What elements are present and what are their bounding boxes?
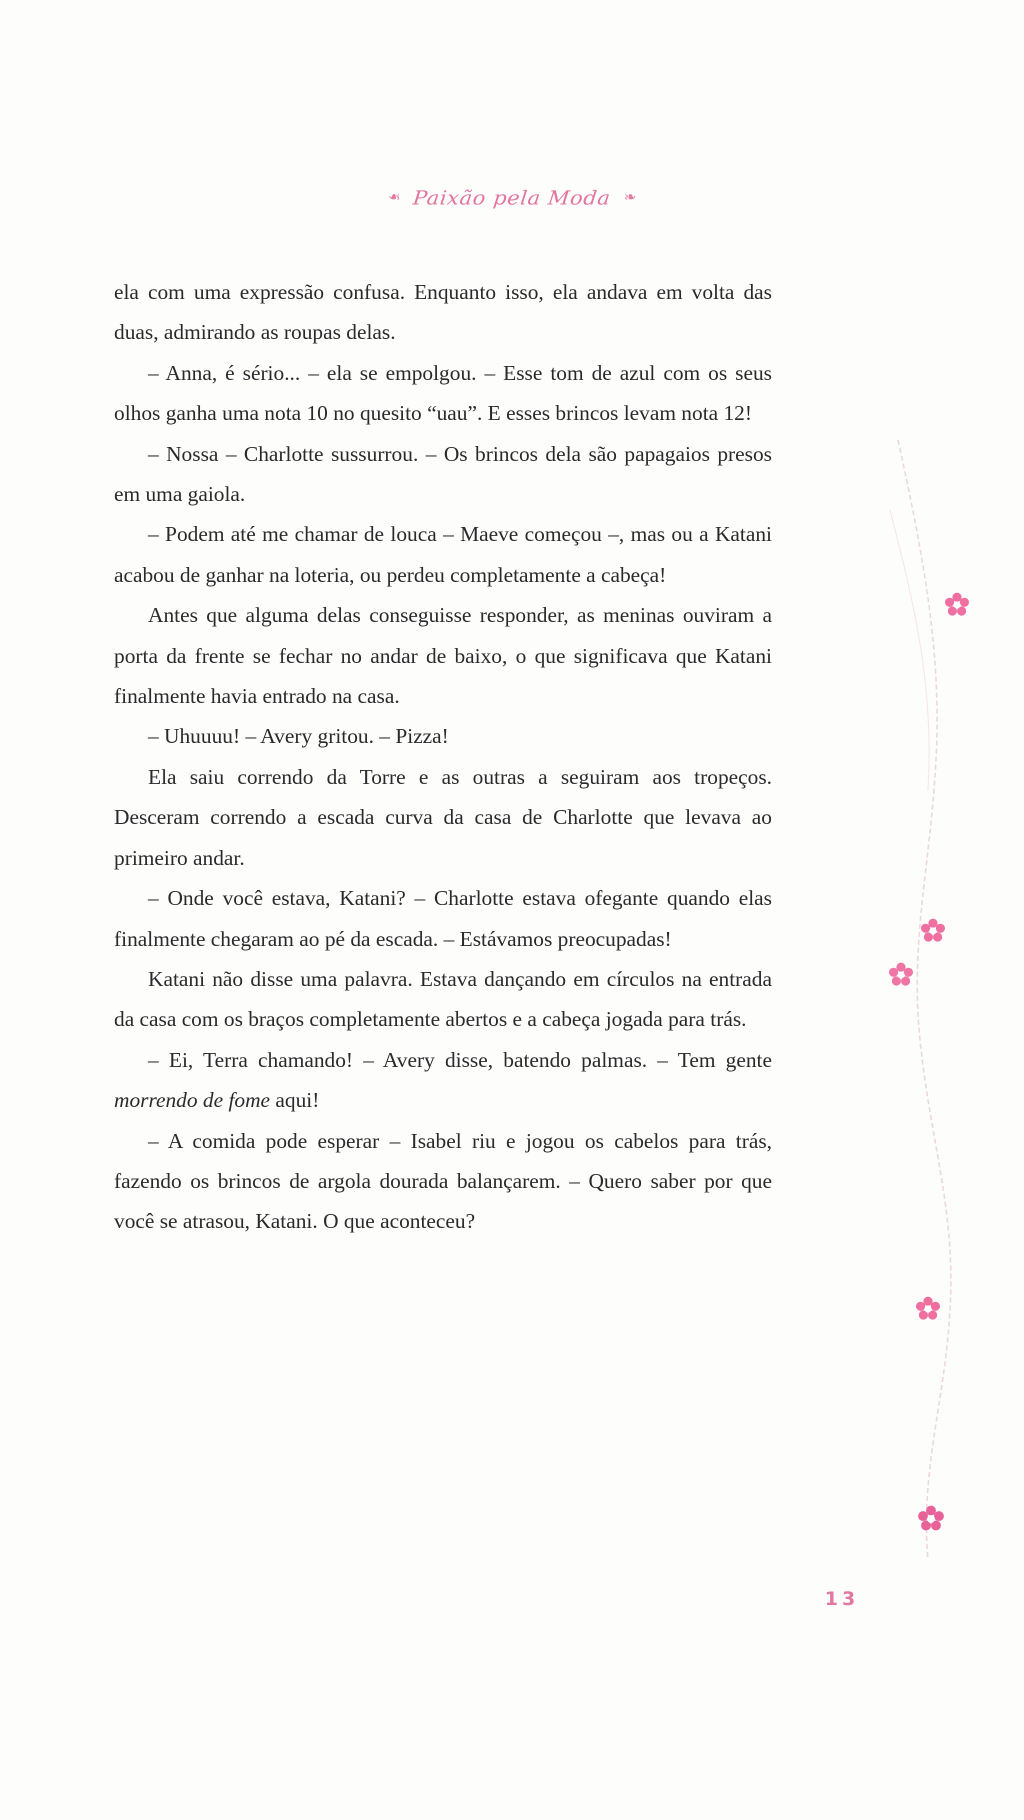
- paragraph: – Onde você estava, Katani? – Charlotte estava ofegante quando elas finalmente chegaram ao pé da escada. – Estávamos preocupadas!: [114, 886, 772, 951]
- paragraph: ela com uma expressão confusa. Enquanto isso, ela andava em volta das duas, admirando as roupas delas.: [114, 280, 772, 345]
- flower-icon: [920, 918, 946, 944]
- paragraph: – A comida pode esperar – Isabel riu e jogou os cabelos para trás, fazendo os brincos de argola dourada balançarem. – Quero saber por que você se atrasou, Katani. O que aconteceu?: [114, 1128, 772, 1234]
- emphasized-phrase: morrendo de fome: [114, 1088, 271, 1113]
- flower-icon: [888, 962, 914, 988]
- running-head-title: Paixão pela Moda: [412, 186, 612, 210]
- running-head: [0, 186, 1024, 210]
- vine-decoration: [770, 440, 1024, 1560]
- paragraph: – Anna, é sério... – ela se empolgou. – Esse tom de azul com os seus olhos ganha uma nota 10 no quesito “uau”. E esses brincos levam nota 12!: [114, 360, 772, 426]
- paragraph: – Uhuuuu! – Avery gritou. – Pizza!: [148, 724, 449, 749]
- paragraph: Ela saiu correndo da Torre e as outras a seguiram aos tropeços. Desceram correndo a escada curva da casa de Charlotte que levava ao primeiro andar.: [114, 764, 772, 870]
- page-number: 13: [824, 1588, 860, 1610]
- paragraph-text-suffix: aqui!: [270, 1088, 320, 1113]
- flower-icon: [944, 592, 970, 618]
- paragraph: Antes que alguma delas conseguisse responder, as meninas ouviram a porta da frente se fechar no andar de baixo, o que significava que Katani finalmente havia entrado na casa.: [114, 603, 772, 709]
- paragraph: – Podem até me chamar de louca – Maeve começou –, mas ou a Katani acabou de ganhar na loteria, ou perdeu completamente a cabeça!: [114, 522, 772, 587]
- paragraph-text-prefix: – Ei, Terra chamando! – Avery disse, batendo palmas. – Tem gente: [148, 1047, 772, 1072]
- body-text: [114, 272, 772, 1242]
- ornament-right-icon: ❧: [622, 188, 638, 207]
- flower-icon: [917, 1505, 945, 1533]
- paragraph: – Nossa – Charlotte sussurrou. – Os brincos dela são papagaios presos em uma gaiola.: [114, 441, 772, 507]
- flower-icon: [915, 1296, 941, 1322]
- ornament-left-icon: ❧: [386, 188, 402, 207]
- paragraph: Katani não disse uma palavra. Estava dançando em círculos na entrada da casa com os braços completamente abertos e a cabeça jogada para trás.: [114, 966, 772, 1032]
- paragraph-with-emphasis: [114, 1040, 772, 1121]
